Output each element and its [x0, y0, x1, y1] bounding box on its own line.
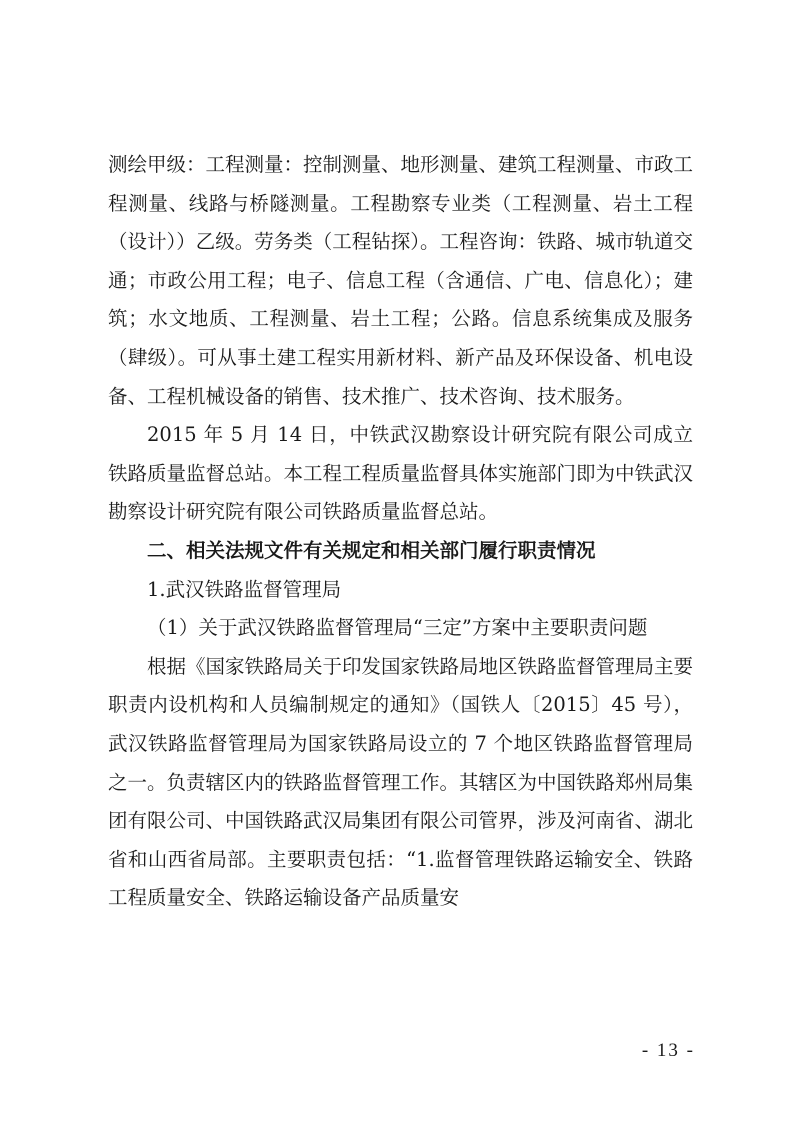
paragraph-qualifications: 测绘甲级：工程测量：控制测量、地形测量、建筑工程测量、市政工程测量、线路与桥隧测量。工程勘察专业类（工程测量、岩土工程（设计））乙级。劳务类（工程钻探）。工程咨询：铁路、城市轨道交通；市政公用工程；电子、信息工程（含通信、广电、信息化）；建筑；水文地质、工程测量、岩土工程；公路。信息系统集成及服务（肆级）。可从事土建工程实用新材料、新产品及环保设备、机电设备、工程机械设备的销售、技术推广、技术咨询、技术服务。 — [108, 153, 694, 408]
subsection-heading: 1.武汉铁路监督管理局 — [147, 577, 342, 601]
document-page — [108, 146, 693, 918]
page-number: - 13 - — [641, 1040, 695, 1061]
paragraph-supervision-station: 2015 年 5 月 14 日，中铁武汉勘察设计研究院有限公司成立铁路质量监督总站。本工程工程质量监督具体实施部门即为中铁武汉勘察设计研究院有限公司铁路质量监督总站。 — [108, 423, 694, 524]
section-heading: 二、相关法规文件有关规定和相关部门履行职责情况 — [147, 538, 596, 562]
paragraph-duties: 根据《国家铁路局关于印发国家铁路局地区铁路监督管理局主要职责内设机构和人员编制规定的通知》（国铁人〔2015〕45 号），武汉铁路监督管理局为国家铁路局设立的 7 个地区铁路监督管理局之一。负责辖区内的铁路监督管理工作。其辖区为中国铁路郑州局集团有限公司、中国铁路武汉局集团有限公司管界，涉及河南省、湖北省和山西省局部。主要职责包括：“1.监督管理铁路运输安全、铁路工程质量安全、铁路运输设备产品质量安 — [108, 654, 694, 910]
item-heading: （1）关于武汉铁路监督管理局“三定”方案中主要职责问题 — [147, 616, 648, 640]
